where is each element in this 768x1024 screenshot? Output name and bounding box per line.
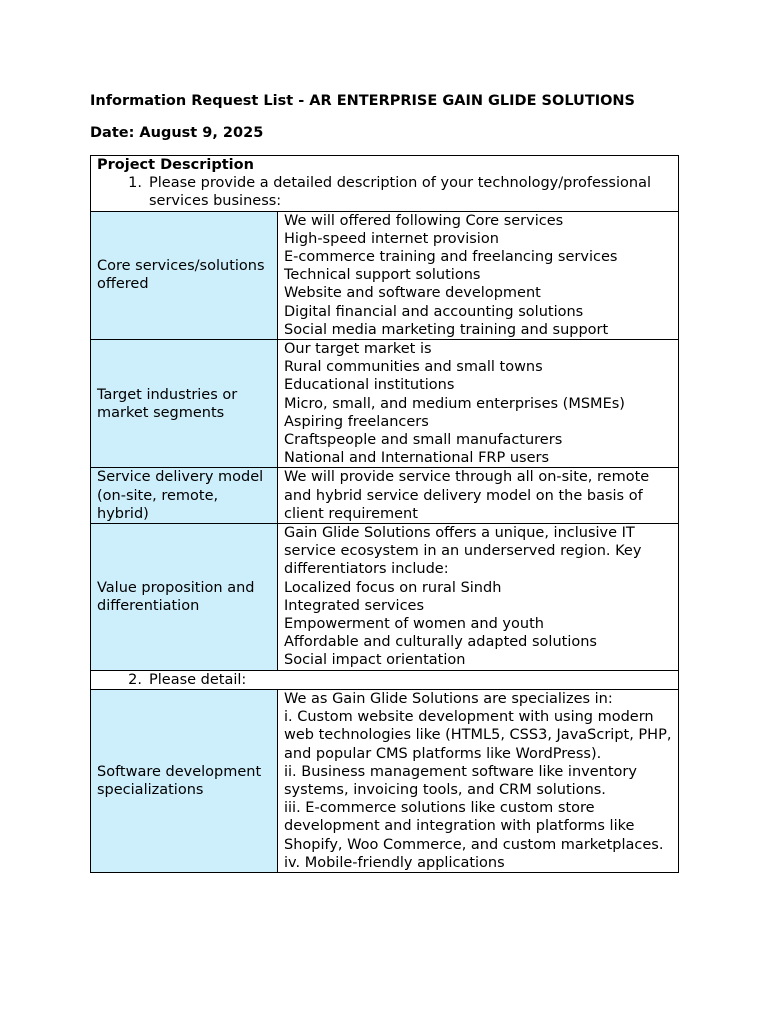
service-delivery-value — [278, 468, 679, 524]
target-industries-line: Craftspeople and small manufacturers — [284, 432, 563, 449]
software-development-line: iv. Mobile-friendly applications — [284, 854, 505, 871]
software-development-row — [91, 689, 679, 872]
project-description-row — [91, 156, 679, 212]
value-proposition-line: Social impact orientation — [284, 652, 466, 669]
question-2 — [97, 671, 672, 689]
core-services-row — [91, 211, 679, 339]
value-proposition-line: Gain Glide Solutions offers a unique, inclusive IT service ecosystem in an underserved region. Key differentiators include: — [284, 525, 642, 578]
please-detail-cell — [91, 670, 679, 689]
value-proposition-line: Integrated services — [284, 597, 425, 614]
core-services-line: E-commerce training and freelancing services — [284, 249, 618, 266]
target-industries-line: National and International FRP users — [284, 450, 550, 467]
project-description-heading: Project Description — [97, 157, 254, 173]
target-industries-line: Aspiring freelancers — [284, 413, 429, 430]
software-development-value — [278, 689, 679, 872]
target-industries-line: Micro, small, and medium enterprises (MSMEs) — [284, 395, 625, 412]
value-proposition-row — [91, 524, 679, 671]
value-proposition-line: Localized focus on rural Sindh — [284, 579, 502, 596]
service-delivery-row — [91, 468, 679, 524]
document-title: Information Request List - AR ENTERPRISE GAIN GLIDE SOLUTIONS — [90, 93, 636, 109]
value-proposition-value — [278, 524, 679, 671]
core-services-line: Digital financial and accounting solutions — [284, 303, 584, 320]
target-industries-line: Rural communities and small towns — [284, 359, 543, 376]
question-1-text: Please provide a detailed description of your technology/professional services business: — [149, 175, 651, 210]
question-1-number: 1. — [128, 175, 142, 192]
information-request-table — [90, 155, 679, 873]
service-delivery-label: Service delivery model (on-site, remote, hybrid) — [91, 468, 278, 524]
target-industries-line: Our target market is — [284, 341, 432, 358]
core-services-line: Technical support solutions — [284, 267, 481, 284]
core-services-line: High-speed internet provision — [284, 230, 499, 247]
question-2-text: Please detail: — [149, 671, 247, 688]
software-development-line: ii. Business management software like inventory systems, invoicing tools, and CRM solutions. — [284, 763, 637, 798]
document-date: Date: August 9, 2025 — [90, 125, 264, 141]
value-proposition-line: Affordable and culturally adapted solutions — [284, 634, 597, 651]
software-development-label: Software development specializations — [91, 689, 278, 872]
software-development-line: i. Custom website development with using modern web technologies like (HTML5, CSS3, JavaScript, PHP, and popular CMS platforms like WordPress). — [284, 709, 672, 762]
core-services-label: Core services/solutions offered — [91, 211, 278, 339]
value-proposition-label: Value proposition and differentiation — [91, 524, 278, 671]
core-services-line: Social media marketing training and support — [284, 321, 609, 338]
core-services-line: We will offered following Core services — [284, 212, 564, 229]
question-1 — [97, 174, 672, 210]
software-development-line: iii. E-commerce solutions like custom store development and integration with platforms like Shopify, Woo Commerce, and custom marketplaces. — [284, 800, 664, 853]
target-industries-line: Educational institutions — [284, 377, 455, 394]
software-development-line: We as Gain Glide Solutions are specializes in: — [284, 690, 613, 707]
question-2-number: 2. — [128, 671, 142, 688]
project-description-cell — [91, 156, 679, 212]
core-services-line: Website and software development — [284, 285, 541, 302]
target-industries-label: Target industries or market segments — [91, 340, 278, 468]
please-detail-row — [91, 670, 679, 689]
target-industries-row — [91, 340, 679, 468]
service-delivery-line: We will provide service through all on-site, remote and hybrid service delivery model on the basis of client requirement — [284, 469, 650, 522]
target-industries-value — [278, 340, 679, 468]
value-proposition-line: Empowerment of women and youth — [284, 616, 544, 633]
core-services-value — [278, 211, 679, 339]
